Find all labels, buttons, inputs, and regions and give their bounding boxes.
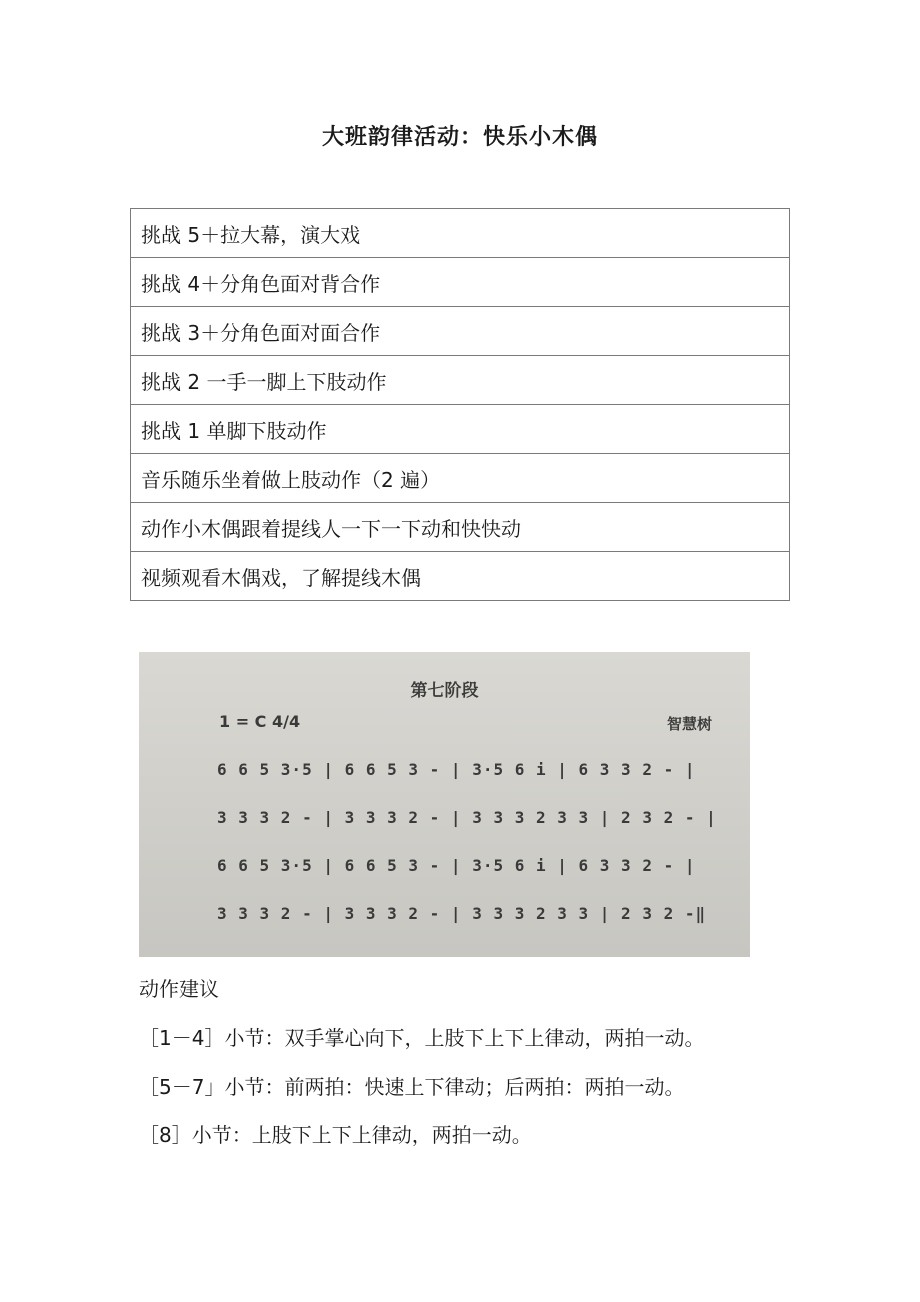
table-row [131,405,790,454]
stage-cell: 挑战 3＋分角色面对面合作 [131,307,790,356]
table-row [131,552,790,601]
stages-table [130,208,790,601]
table-row [131,503,790,552]
score-line: 3 3 3 2 - | 3 3 3 2 - | 3 3 3 2 3 3 | 2 3 2 -‖ [217,904,707,923]
suggestion-item: ［8］小节：上肢下上下上律动，两拍一动。 [139,1123,532,1147]
stage-cell: 挑战 2 一手一脚上下肢动作 [131,356,790,405]
score-key-signature: 1 = C 4/4 [219,712,301,731]
table-row [131,356,790,405]
section-title: 动作建议 [139,977,219,1001]
stage-cell: 挑战 5＋拉大幕，演大戏 [131,209,790,258]
stage-cell: 挑战 1 单脚下肢动作 [131,405,790,454]
table-row [131,209,790,258]
table-row [131,454,790,503]
stage-cell: 视频观看木偶戏，了解提线木偶 [131,552,790,601]
table-row [131,258,790,307]
score-title: 第七阶段 [410,681,479,701]
score-line: 6 6 5 3·5 | 6 6 5 3 - | 3·5 6 i | 6 3 3 2 - | [217,856,696,875]
music-score-image [139,652,750,957]
stage-cell: 音乐随乐坐着做上肢动作（2 遍） [131,454,790,503]
score-line: 6 6 5 3·5 | 6 6 5 3 - | 3·5 6 i | 6 3 3 2 - | [217,760,696,779]
stage-cell: 挑战 4＋分角色面对背合作 [131,258,790,307]
suggestion-item: ［5－7」小节：前两拍：快速上下律动；后两拍：两拍一动。 [139,1075,685,1099]
score-author: 智慧树 [666,715,712,733]
suggestion-item: ［1－4］小节：双手掌心向下，上肢下上下上律动，两拍一动。 [139,1026,705,1050]
table-row [131,307,790,356]
score-line: 3 3 3 2 - | 3 3 3 2 - | 3 3 3 2 3 3 | 2 3 2 - | [217,808,717,827]
stage-cell: 动作小木偶跟着提线人一下一下动和快快动 [131,503,790,552]
page-title: 大班韵律活动：快乐小木偶 [321,125,598,150]
